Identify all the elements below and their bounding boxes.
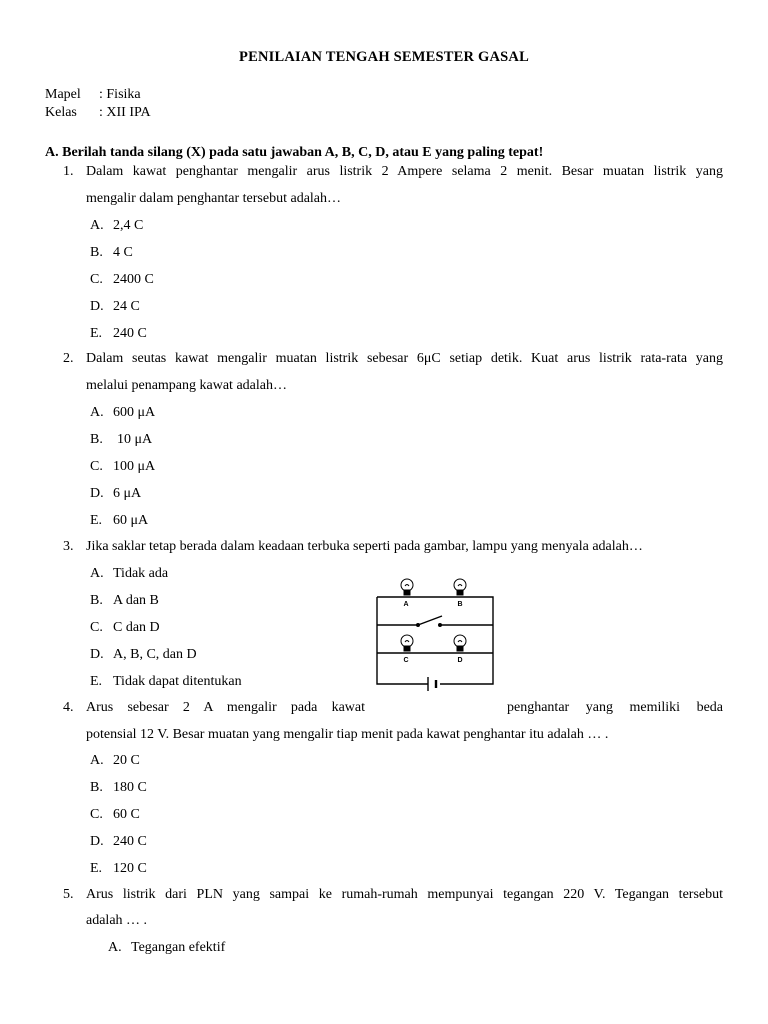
option-letter: E. xyxy=(90,326,103,341)
option-text: 60 μA xyxy=(113,513,149,528)
option-text: 2,4 C xyxy=(113,218,144,233)
option-letter: E. xyxy=(90,861,103,876)
option-text: 600 μA xyxy=(113,405,156,420)
question-stem-line: penghantar yang memiliki beda xyxy=(507,700,723,715)
option-text: 2400 C xyxy=(113,272,154,287)
question-number: 4. xyxy=(63,700,74,715)
option-letter: A. xyxy=(108,940,122,955)
lamp-label: D xyxy=(457,657,463,664)
option-text: 24 C xyxy=(113,299,140,314)
question-stem-line: mengalir dalam penghantar tersebut adalah… xyxy=(86,191,342,206)
option-letter: B. xyxy=(90,593,103,608)
option-text: 240 C xyxy=(113,326,147,341)
question-stem-line: adalah … . xyxy=(86,913,148,928)
option-text: Tegangan efektif xyxy=(131,940,226,955)
lamp-icon xyxy=(454,579,466,595)
mapel-value: : Fisika xyxy=(99,87,141,102)
lamp-icon xyxy=(401,635,413,651)
option-text: 6 μA xyxy=(113,486,142,501)
option-letter: A. xyxy=(90,566,104,581)
kelas-label: Kelas xyxy=(45,105,77,120)
question-stem-line: Dalam kawat penghantar mengalir arus listrik 2 Ampere selama 2 menit. Besar muatan listrik yang xyxy=(86,164,723,179)
question-stem-line: potensial 12 V. Besar muatan yang mengalir tiap menit pada kawat penghantar itu adalah … . xyxy=(86,727,609,742)
question-number: 5. xyxy=(63,887,74,902)
option-letter: E. xyxy=(90,674,103,689)
option-text: 100 μA xyxy=(113,459,156,474)
option-letter: C. xyxy=(90,272,103,287)
option-text: Tidak ada xyxy=(113,566,169,581)
option-text: 10 μA xyxy=(117,432,153,447)
option-letter: B. xyxy=(90,432,103,447)
option-letter: C. xyxy=(90,459,103,474)
lamp-label: A xyxy=(403,601,409,608)
option-text: A, B, C, dan D xyxy=(113,647,197,662)
option-letter: A. xyxy=(90,218,104,233)
option-text: 240 C xyxy=(113,834,147,849)
section-a-instruction: A. Berilah tanda silang (X) pada satu jawaban A, B, C, D, atau E yang paling tepat! xyxy=(45,145,544,160)
option-letter: B. xyxy=(90,780,103,795)
option-text: Tidak dapat ditentukan xyxy=(113,674,242,689)
option-letter: A. xyxy=(90,405,104,420)
lamp-label: C xyxy=(403,657,409,664)
option-letter: A. xyxy=(90,753,104,768)
lamp-icon xyxy=(401,579,413,595)
question-number: 1. xyxy=(63,164,74,179)
option-text: 180 C xyxy=(113,780,147,795)
option-letter: E. xyxy=(90,513,103,528)
option-text: 4 C xyxy=(113,245,133,260)
question-number: 3. xyxy=(63,539,74,554)
mapel-label: Mapel xyxy=(45,87,81,102)
question-stem-line: Jika saklar tetap berada dalam keadaan terbuka seperti pada gambar, lampu yang menyala adalah… xyxy=(86,539,643,554)
option-letter: B. xyxy=(90,245,103,260)
question-stem-line: Arus listrik dari PLN yang sampai ke rumah-rumah mempunyai tegangan 220 V. Tegangan tersebut xyxy=(86,887,723,902)
page-title: PENILAIAN TENGAH SEMESTER GASAL xyxy=(239,49,529,65)
option-letter: D. xyxy=(90,486,104,501)
kelas-value: : XII IPA xyxy=(99,105,151,120)
circuit-diagram xyxy=(370,574,500,694)
lamp-label: B xyxy=(457,601,463,608)
option-letter: D. xyxy=(90,834,104,849)
question-stem-line: melalui penampang kawat adalah… xyxy=(86,378,287,393)
option-text: A dan B xyxy=(113,593,159,608)
option-letter: D. xyxy=(90,299,104,314)
question-stem-line: Arus sebesar 2 A mengalir pada kawat xyxy=(86,700,365,715)
option-text: 120 C xyxy=(113,861,147,876)
option-text: 60 C xyxy=(113,807,140,822)
question-number: 2. xyxy=(63,351,74,366)
option-text: C dan D xyxy=(113,620,160,635)
option-letter: D. xyxy=(90,647,104,662)
question-stem-line: Dalam seutas kawat mengalir muatan listrik sebesar 6μC setiap detik. Kuat arus listrik rata-rata yang xyxy=(86,351,723,366)
lamp-icon xyxy=(454,635,466,651)
option-letter: C. xyxy=(90,620,103,635)
option-text: 20 C xyxy=(113,753,140,768)
option-letter: C. xyxy=(90,807,103,822)
